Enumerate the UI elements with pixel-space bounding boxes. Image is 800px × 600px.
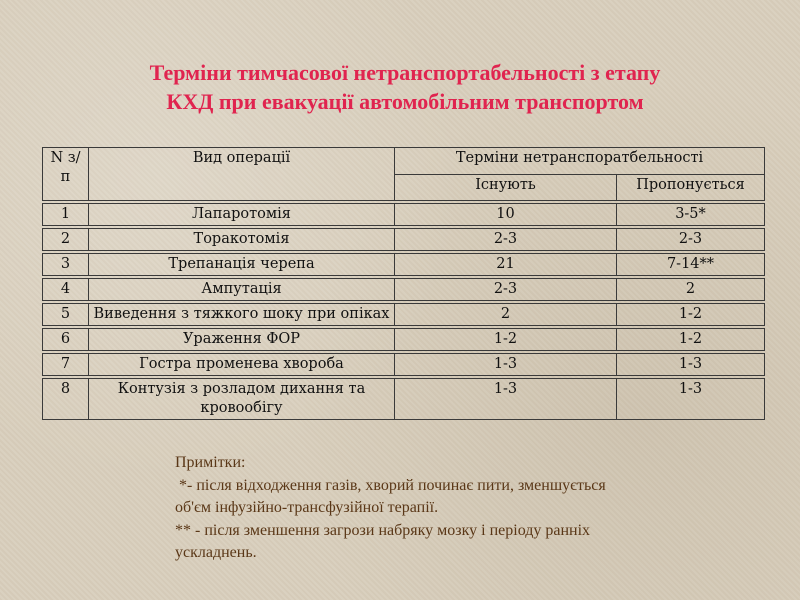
table-row [43, 354, 765, 376]
row-proposed: 7-14** [617, 254, 765, 276]
row-proposed: 3-5* [617, 204, 765, 226]
row-operation: Гостра променева хвороба [89, 354, 395, 376]
row-number: 6 [43, 329, 89, 351]
row-proposed: 2 [617, 279, 765, 301]
footnotes [175, 452, 735, 565]
row-number: 2 [43, 229, 89, 251]
row-number: 3 [43, 254, 89, 276]
footnote-line: ускладнень. [175, 544, 257, 561]
row-existing: 10 [395, 204, 617, 226]
footnotes-heading: Примітки: [175, 454, 246, 471]
row-operation: Ампутація [89, 279, 395, 301]
table-row [43, 279, 765, 301]
row-number: 5 [43, 304, 89, 326]
row-operation: Ураження ФОР [89, 329, 395, 351]
header-terms: Терміни нетранспоратбельності [395, 148, 765, 175]
table-row [43, 229, 765, 251]
row-existing: 1-3 [395, 379, 617, 420]
row-operation: Торакотомія [89, 229, 395, 251]
row-proposed: 1-2 [617, 304, 765, 326]
row-existing: 2-3 [395, 279, 617, 301]
row-existing: 1-2 [395, 329, 617, 351]
row-operation: Виведення з тяжкого шоку при опіках [89, 304, 395, 326]
table-header-row [43, 148, 765, 175]
footnote-line: ** - після зменшення загрози набряку мозку і періоду ранніх [175, 521, 591, 539]
row-proposed: 1-3 [617, 379, 765, 420]
table-row [43, 304, 765, 326]
table-row [43, 254, 765, 276]
header-existing: Існують [395, 174, 617, 201]
row-existing: 2 [395, 304, 617, 326]
row-number: 4 [43, 279, 89, 301]
footnote-line: об'єм інфузійно-трансфузійної терапії. [175, 499, 439, 516]
footnote-line: *- після відходження газів, хворий починає пити, зменшується [175, 476, 606, 494]
row-proposed: 1-3 [617, 354, 765, 376]
slide-title [40, 58, 770, 116]
row-proposed: 2-3 [617, 229, 765, 251]
row-number: 7 [43, 354, 89, 376]
table-row [43, 204, 765, 226]
row-number: 8 [43, 379, 89, 420]
row-operation: Трепанація черепа [89, 254, 395, 276]
row-existing: 21 [395, 254, 617, 276]
table-row [43, 379, 765, 420]
table-row [43, 329, 765, 351]
row-proposed: 1-2 [617, 329, 765, 351]
row-operation: Контузія з розладом дихання та кровообігу [89, 379, 395, 420]
row-number: 1 [43, 204, 89, 226]
header-number: N з/п [43, 148, 89, 201]
slide-title-line-1: Терміни тимчасової нетранспортабельності з етапу [149, 60, 661, 85]
header-operation: Вид операції [89, 148, 395, 201]
header-proposed: Пропонується [617, 174, 765, 201]
evacuation-terms-table [42, 147, 765, 420]
slide-title-line-2: КХД при евакуації автомобільним транспортом [166, 89, 644, 114]
row-existing: 1-3 [395, 354, 617, 376]
row-existing: 2-3 [395, 229, 617, 251]
row-operation: Лапаротомія [89, 204, 395, 226]
